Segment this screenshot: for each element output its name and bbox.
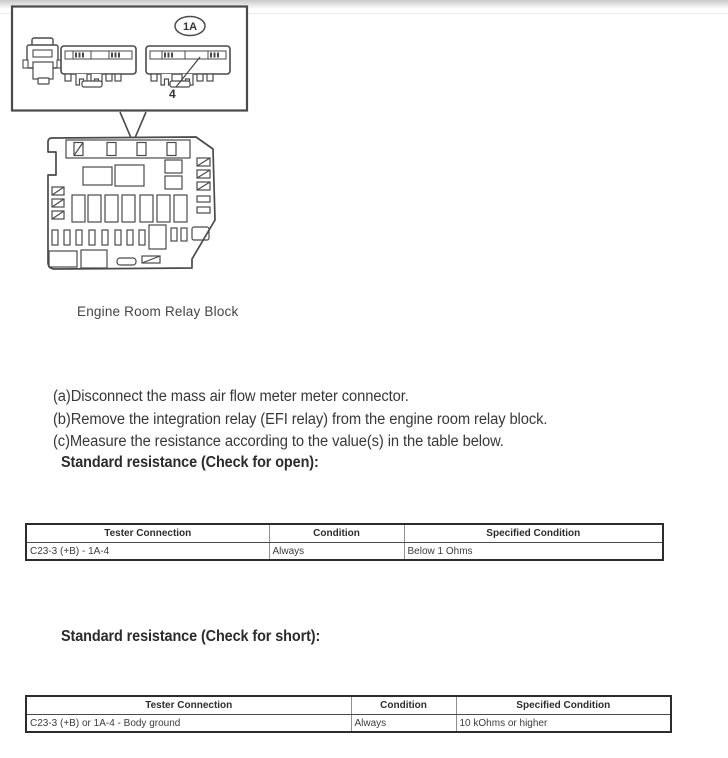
diagram-svg bbox=[0, 0, 310, 330]
cell-tester-connection: C23-3 (+B) or 1A-4 - Body ground bbox=[26, 715, 351, 733]
header-tester-connection: Tester Connection bbox=[26, 696, 351, 715]
header-condition: Condition bbox=[269, 524, 404, 543]
table-header-row bbox=[26, 696, 671, 715]
cell-tester-connection: C23-3 (+B) - 1A-4 bbox=[26, 543, 269, 561]
callout-pointer bbox=[120, 112, 146, 139]
relay-block bbox=[48, 137, 215, 269]
header-specified-condition: Specified Condition bbox=[404, 524, 663, 543]
step-b: (b)Remove the integration relay (EFI relay) from the engine room relay block. bbox=[53, 410, 548, 428]
heading-check-short: Standard resistance (Check for short): bbox=[61, 628, 321, 645]
diagram-caption: Engine Room Relay Block bbox=[77, 304, 239, 319]
procedure-steps bbox=[53, 386, 680, 454]
header-specified-condition: Specified Condition bbox=[456, 696, 671, 715]
pin-4-label: 4 bbox=[169, 87, 176, 101]
header-tester-connection: Tester Connection bbox=[26, 524, 269, 543]
table-row bbox=[26, 543, 663, 561]
header-condition: Condition bbox=[351, 696, 456, 715]
cell-specified-condition: 10 kOhms or higher bbox=[459, 717, 548, 729]
step-c: (c)Measure the resistance according to the value(s) in the table below. bbox=[53, 433, 504, 450]
step-a: (a)Disconnect the mass air flow meter meter connector. bbox=[53, 388, 409, 405]
callout-1a-label: 1A bbox=[182, 21, 198, 33]
cell-condition: Always bbox=[351, 715, 456, 733]
cell-condition: Always bbox=[269, 543, 404, 561]
cell-specified-condition: Below 1 Ohms bbox=[407, 545, 473, 557]
resistance-table-open bbox=[25, 523, 664, 561]
resistance-table-short bbox=[25, 695, 672, 733]
heading-check-open: Standard resistance (Check for open): bbox=[61, 454, 319, 471]
table-header-row bbox=[26, 524, 663, 543]
table-row bbox=[26, 715, 671, 733]
